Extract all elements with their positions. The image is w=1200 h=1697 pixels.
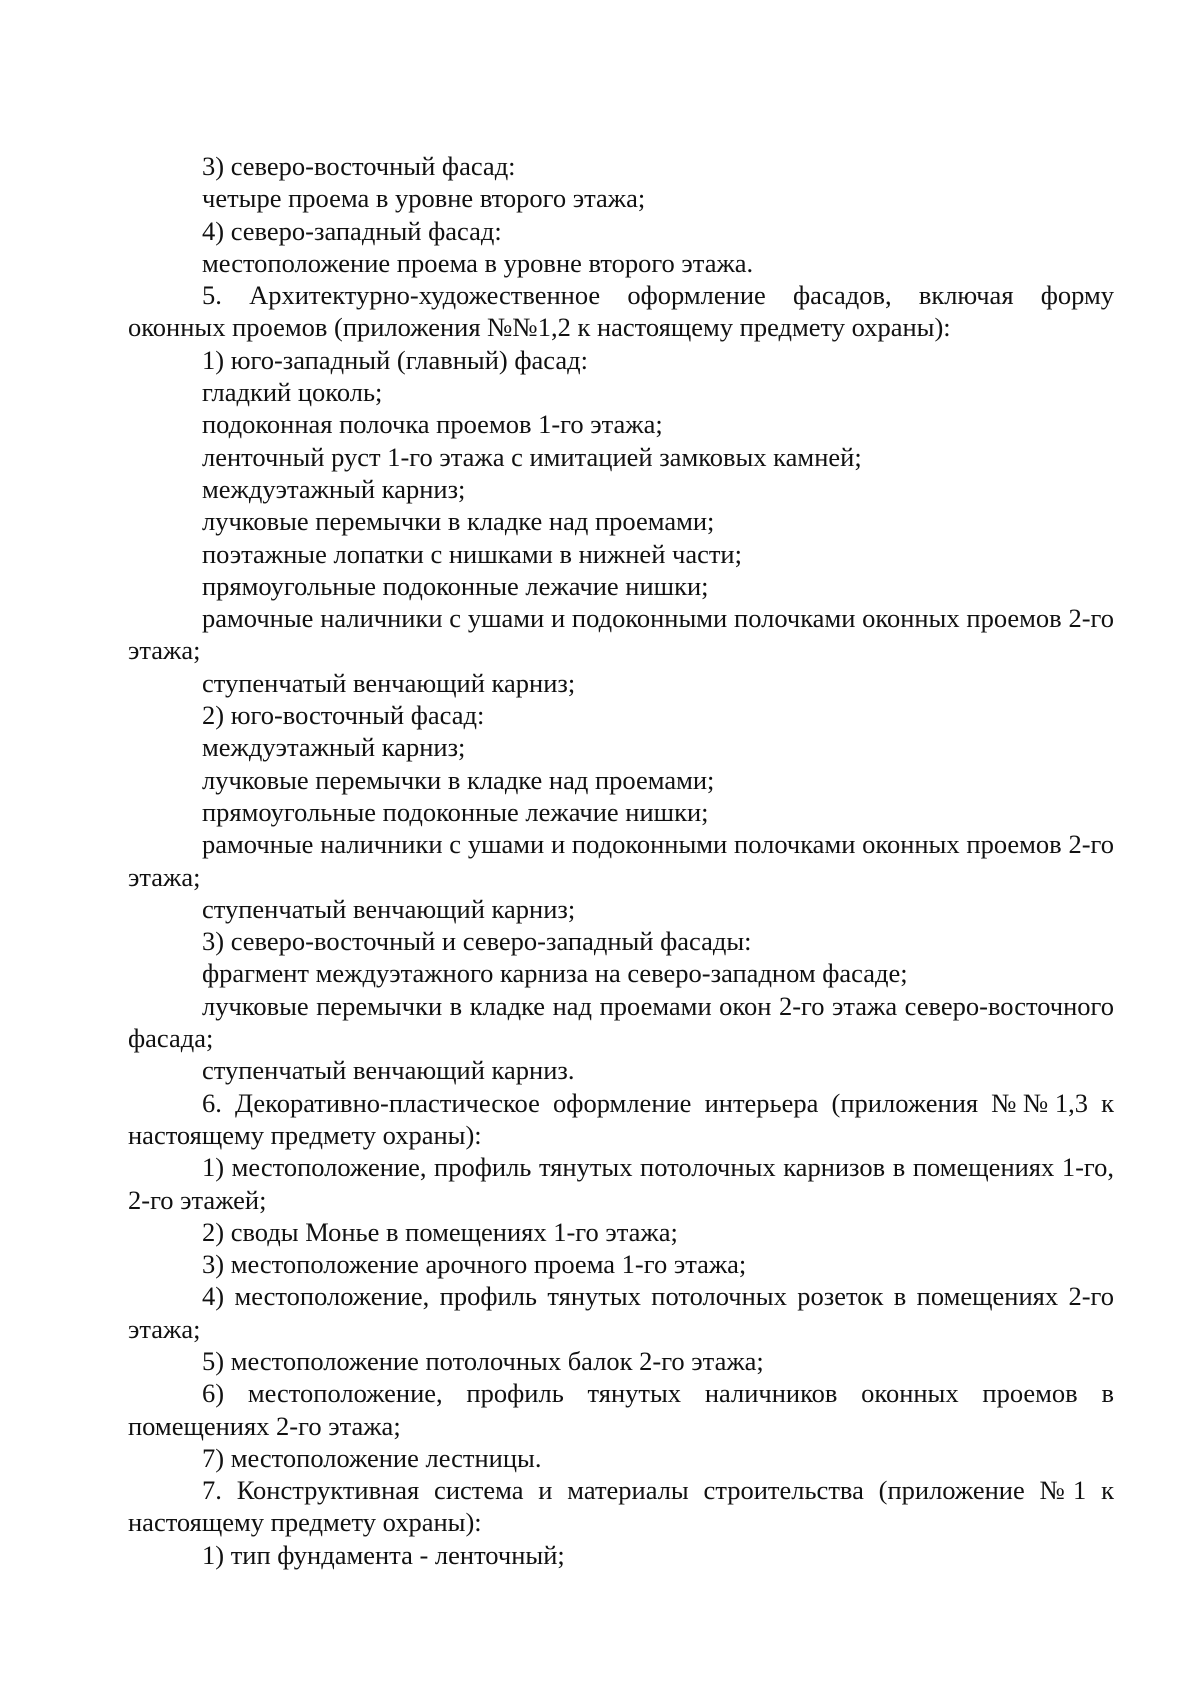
paragraph-northeast-facade-heading: 3) северо-восточный фасад: (202, 151, 516, 181)
paragraph-southeast-facade-heading: 2) юго-восточный фасад: (202, 700, 485, 731)
paragraph-sill-niches-2: прямоугольные подоконные лежачие нишки; (202, 796, 709, 827)
paragraph-cornice-fragment: фрагмент междуэтажного карниза на северо-западном фасаде; (202, 958, 908, 989)
paragraph-ne-nw-facades-heading: 3) северо-восточный и северо-западный фасады: (202, 926, 752, 957)
paragraph-band-rustication: ленточный руст 1-го этажа с имитацией замковых камней; (202, 441, 862, 472)
paragraph-southwest-facade-heading: 1) юго-западный (главный) фасад: (202, 344, 588, 375)
paragraph-interfloor-cornice-1: междуэтажный карниз; (202, 473, 466, 504)
paragraph-section-5-heading: 5. Архитектурно-художественное оформление фасадов, включая форму оконных проемов (приложения №№1,2 к настоящему предмету охраны): (128, 280, 1114, 343)
paragraph-window-casings: 6) местоположение, профиль тянутых наличников оконных проемов в помещениях 2-го этажа; (128, 1378, 1114, 1441)
paragraph-section-7-heading: 7. Конструктивная система и материалы строительства (приложение №1 к настоящему предмету охраны): (128, 1475, 1114, 1538)
paragraph-monier-vaults: 2) своды Монье в помещениях 1-го этажа; (202, 1216, 678, 1247)
paragraph-ceiling-cornices: 1) местоположение, профиль тянутых потолочных карнизов в помещениях 1-го, 2-го этажей; (128, 1152, 1114, 1215)
paragraph-stepped-cornice-3: ступенчатый венчающий карниз. (202, 1055, 575, 1086)
paragraph-arched-opening: 3) местоположение арочного проема 1-го этажа; (202, 1249, 747, 1280)
paragraph-arched-lintels-1: лучковые перемычки в кладке над проемами; (202, 506, 715, 537)
document-body (128, 150, 1114, 1571)
paragraph-section-6-heading: 6. Декоративно-пластическое оформление интерьера (приложения №№1,3 к настоящему предмету охраны): (128, 1087, 1114, 1150)
paragraph-frame-casings-2: рамочные наличники с ушами и подоконными полочками оконных проемов 2-го этажа; (128, 829, 1114, 892)
paragraph-stepped-cornice-2: ступенчатый венчающий карниз; (202, 893, 576, 924)
paragraph-northwest-facade-heading: 4) северо-западный фасад: (202, 215, 502, 246)
paragraph-four-openings: четыре проема в уровне второго этажа; (202, 183, 646, 214)
paragraph-sill-niches-1: прямоугольные подоконные лежачие нишки; (202, 570, 709, 601)
paragraph-staircase: 7) местоположение лестницы. (202, 1442, 542, 1473)
paragraph-foundation-type: 1) тип фундамента - ленточный; (202, 1539, 565, 1570)
paragraph-arched-lintels-3: лучковые перемычки в кладке над проемами окон 2-го этажа северо-восточного фасада; (128, 990, 1114, 1054)
paragraph-ceiling-rosettes: 4) местоположение, профиль тянутых потолочных розеток в помещениях 2-го этажа; (128, 1281, 1114, 1344)
paragraph-interfloor-cornice-2: междуэтажный карниз; (202, 732, 466, 763)
paragraph-arched-lintels-2: лучковые перемычки в кладке над проемами; (202, 764, 715, 795)
paragraph-ceiling-beams: 5) местоположение потолочных балок 2-го этажа; (202, 1345, 764, 1376)
paragraph-frame-casings-1: рамочные наличники с ушами и подоконными полочками оконных проемов 2-го этажа; (128, 603, 1114, 666)
paragraph-pilasters: поэтажные лопатки с нишками в нижней части; (202, 538, 742, 569)
paragraph-smooth-plinth: гладкий цоколь; (202, 377, 383, 408)
paragraph-opening-location: местоположение проема в уровне второго этажа. (202, 247, 754, 278)
paragraph-sill-shelf: подоконная полочка проемов 1-го этажа; (202, 409, 663, 440)
paragraph-stepped-cornice-1: ступенчатый венчающий карниз; (202, 667, 576, 698)
